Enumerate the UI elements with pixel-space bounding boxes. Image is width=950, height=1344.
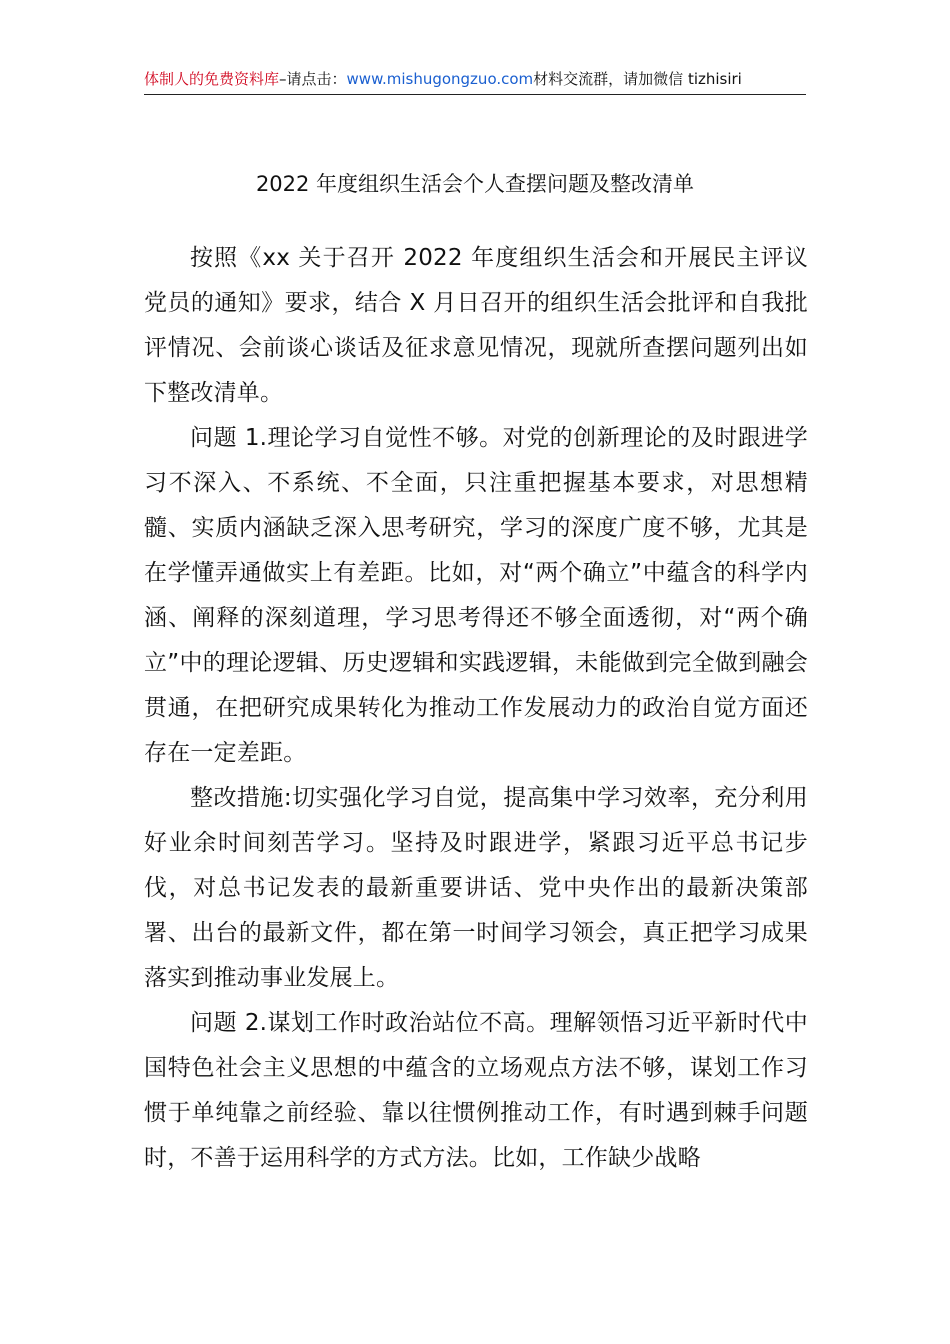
- header-link[interactable]: www.mishugongzuo.com: [346, 70, 534, 88]
- intro-paragraph: 按照《xx 关于召开 2022 年度组织生活会和开展民主评议党员的通知》要求，结合 X 月日召开的组织生活会批评和自我批评情况、会前谈心谈话及征求意见情况，现就所查摆问题列出如下整改清单。: [144, 245, 808, 406]
- problem-1-paragraph: 问题 1.理论学习自觉性不够。对党的创新理论的及时跟进学习不深入、不系统、不全面，只注重把握基本要求，对思想精髓、实质内涵缺乏深入思考研究，学习的深度广度不够，尤其是在学懂弄通做实上有差距。比如，对“两个确立”中蕴含的科学内涵、阐释的深刻道理，学习思考得还不够全面透彻，对“两个确立”中的理论逻辑、历史逻辑和实践逻辑，未能做到完全做到融会贯通，在把研究成果转化为推动工作发展动力的政治自觉方面还存在一定差距。: [144, 425, 808, 766]
- document-title: 2022 年度组织生活会个人查摆问题及整改清单: [255, 172, 695, 196]
- problem-2-paragraph: 问题 2.谋划工作时政治站位不高。理解领悟习近平新时代中国特色社会主义思想的中蕴含的立场观点方法不够，谋划工作习惯于单纯靠之前经验、靠以往惯例推动工作，有时遇到棘手问题时，不善于运用科学的方式方法。比如，工作缺少战略: [144, 1010, 808, 1171]
- header-prompt: –请点击：: [279, 70, 347, 88]
- measure-1-paragraph: 整改措施:切实强化学习自觉，提高集中学习效率，充分利用好业余时间刻苦学习。坚持及时跟进学，紧跟习近平总书记步伐，对总书记发表的最新重要讲话、党中央作出的最新决策部署、出台的最新文件，都在第一时间学习领会，真正把学习成果落实到推动事业发展上。: [144, 785, 808, 991]
- header-brand: 体制人的免费资料库: [144, 70, 280, 88]
- document-body: [144, 236, 808, 1181]
- header-contact-note: 材料交流群，请加微信 tizhisiri: [533, 70, 742, 88]
- page-header: [144, 68, 806, 95]
